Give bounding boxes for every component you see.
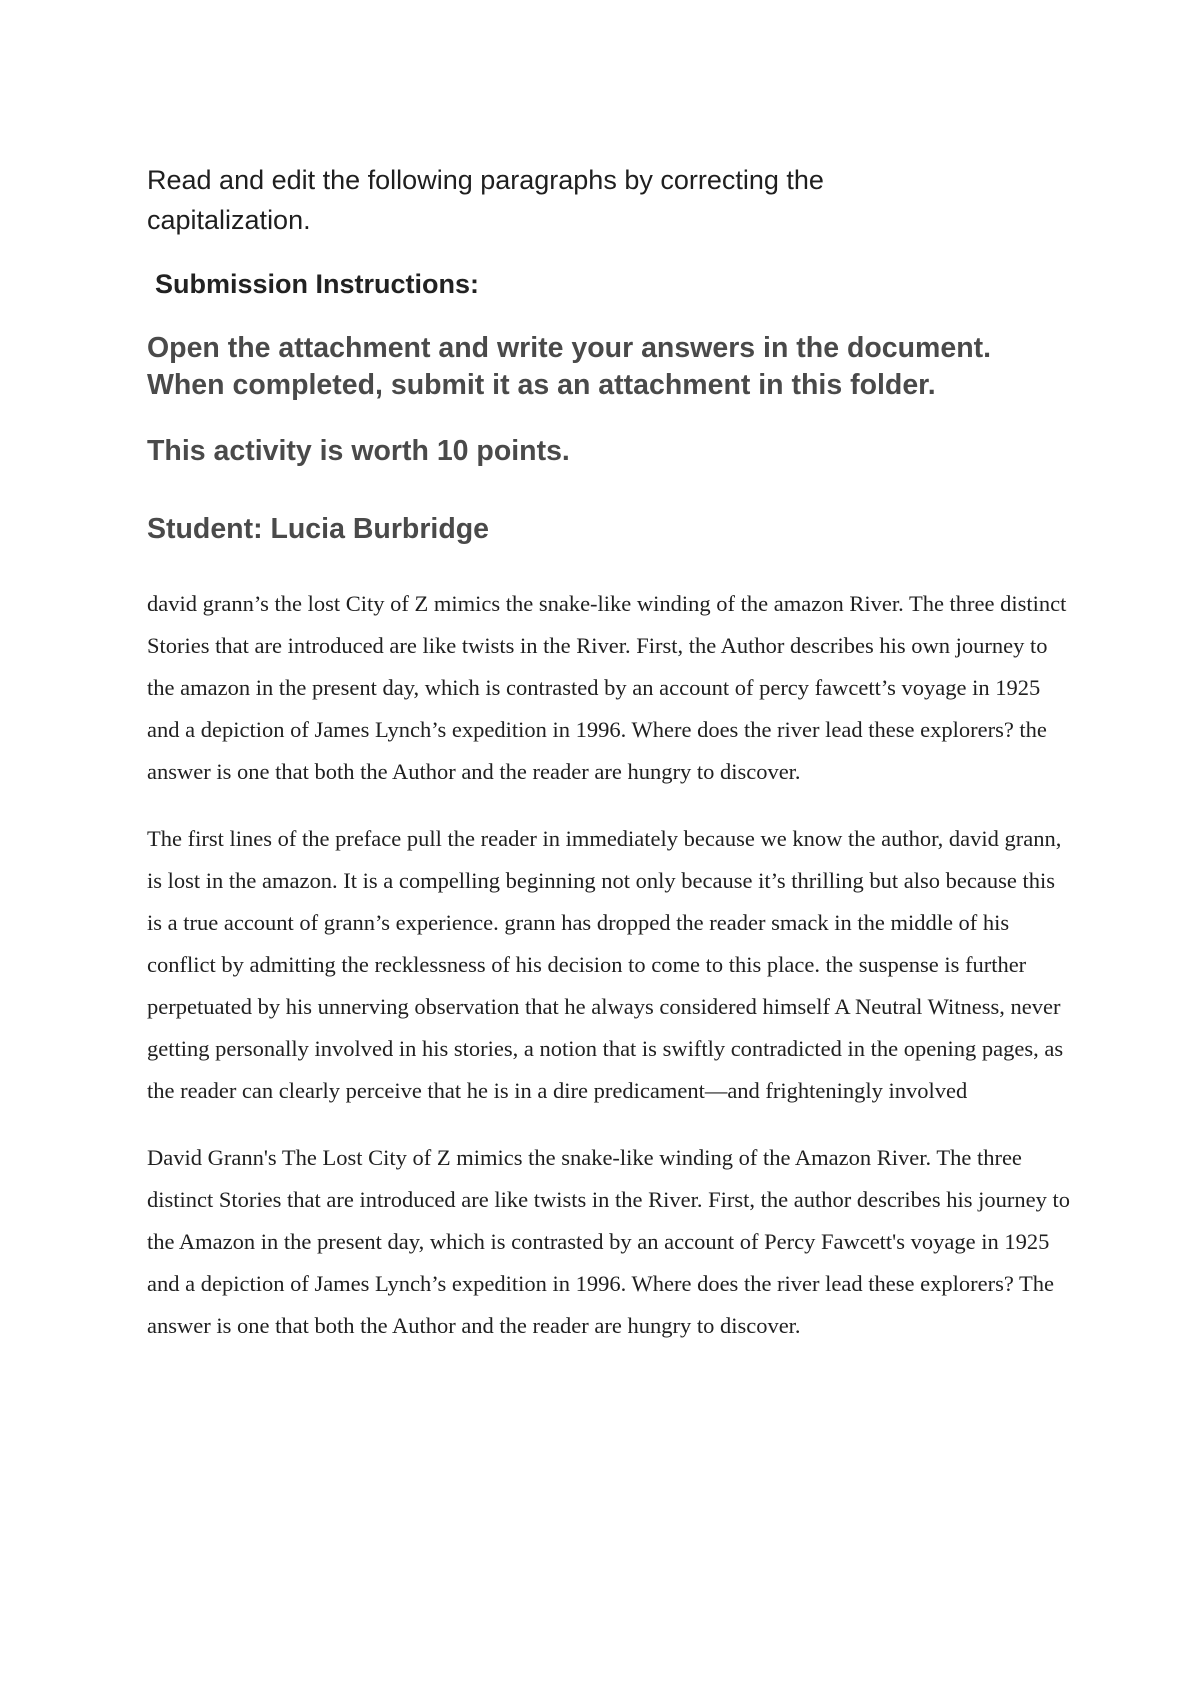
instruction-text: Read and edit the following paragraphs by correcting the capitalization. (147, 165, 824, 235)
submission-text: Open the attachment and write your answers in the document. When completed, submit it as an attachment in this folder. (147, 332, 992, 401)
essay-paragraph-corrected: David Grann's The Lost City of Z mimics the snake-like winding of the Amazon River. The three distinct Stories that are introduced are like twists in the River. First, the author describes his journey to the Amazon in the present day, which is contrasted by an account of Percy Fawcett's voyage in 1925 and a depiction of James Lynch’s expedition in 1996. Where does the river lead these explorers? The answer is one that both the Author and the reader are hungry to discover. (147, 1145, 1070, 1338)
points-text: This activity is worth 10 points. (147, 435, 570, 467)
essay-paragraph-preface: The first lines of the preface pull the reader in immediately because we know the author, david grann, is lost in the amazon. It is a compelling beginning not only because it’s thrilling but also because this is a true account of grann’s experience. grann has dropped the reader smack in the middle of his conflict by admitting the recklessness of his decision to come to this place. the suspense is further perpetuated by his unnerving observation that he always considered himself A Neutral Witness, never getting personally involved in his stories, a notion that is swiftly contradicted in the opening pages, as the reader can clearly perceive that he is in a dire predicament—and frighteningly involved (147, 826, 1064, 1103)
student-label: Student: Lucia Burbridge (147, 513, 489, 545)
submission-heading: Submission Instructions: (155, 269, 480, 299)
document-content (147, 160, 1070, 1347)
essay-paragraph-original: david grann’s the lost City of Z mimics the snake-like winding of the amazon River. The three distinct Stories that are introduced are like twists in the River. First, the Author describes his own journey to the amazon in the present day, which is contrasted by an account of percy fawcett’s voyage in 1925 and a depiction of James Lynch’s expedition in 1996. Where does the river lead these explorers? the answer is one that both the Author and the reader are hungry to discover. (147, 591, 1067, 784)
